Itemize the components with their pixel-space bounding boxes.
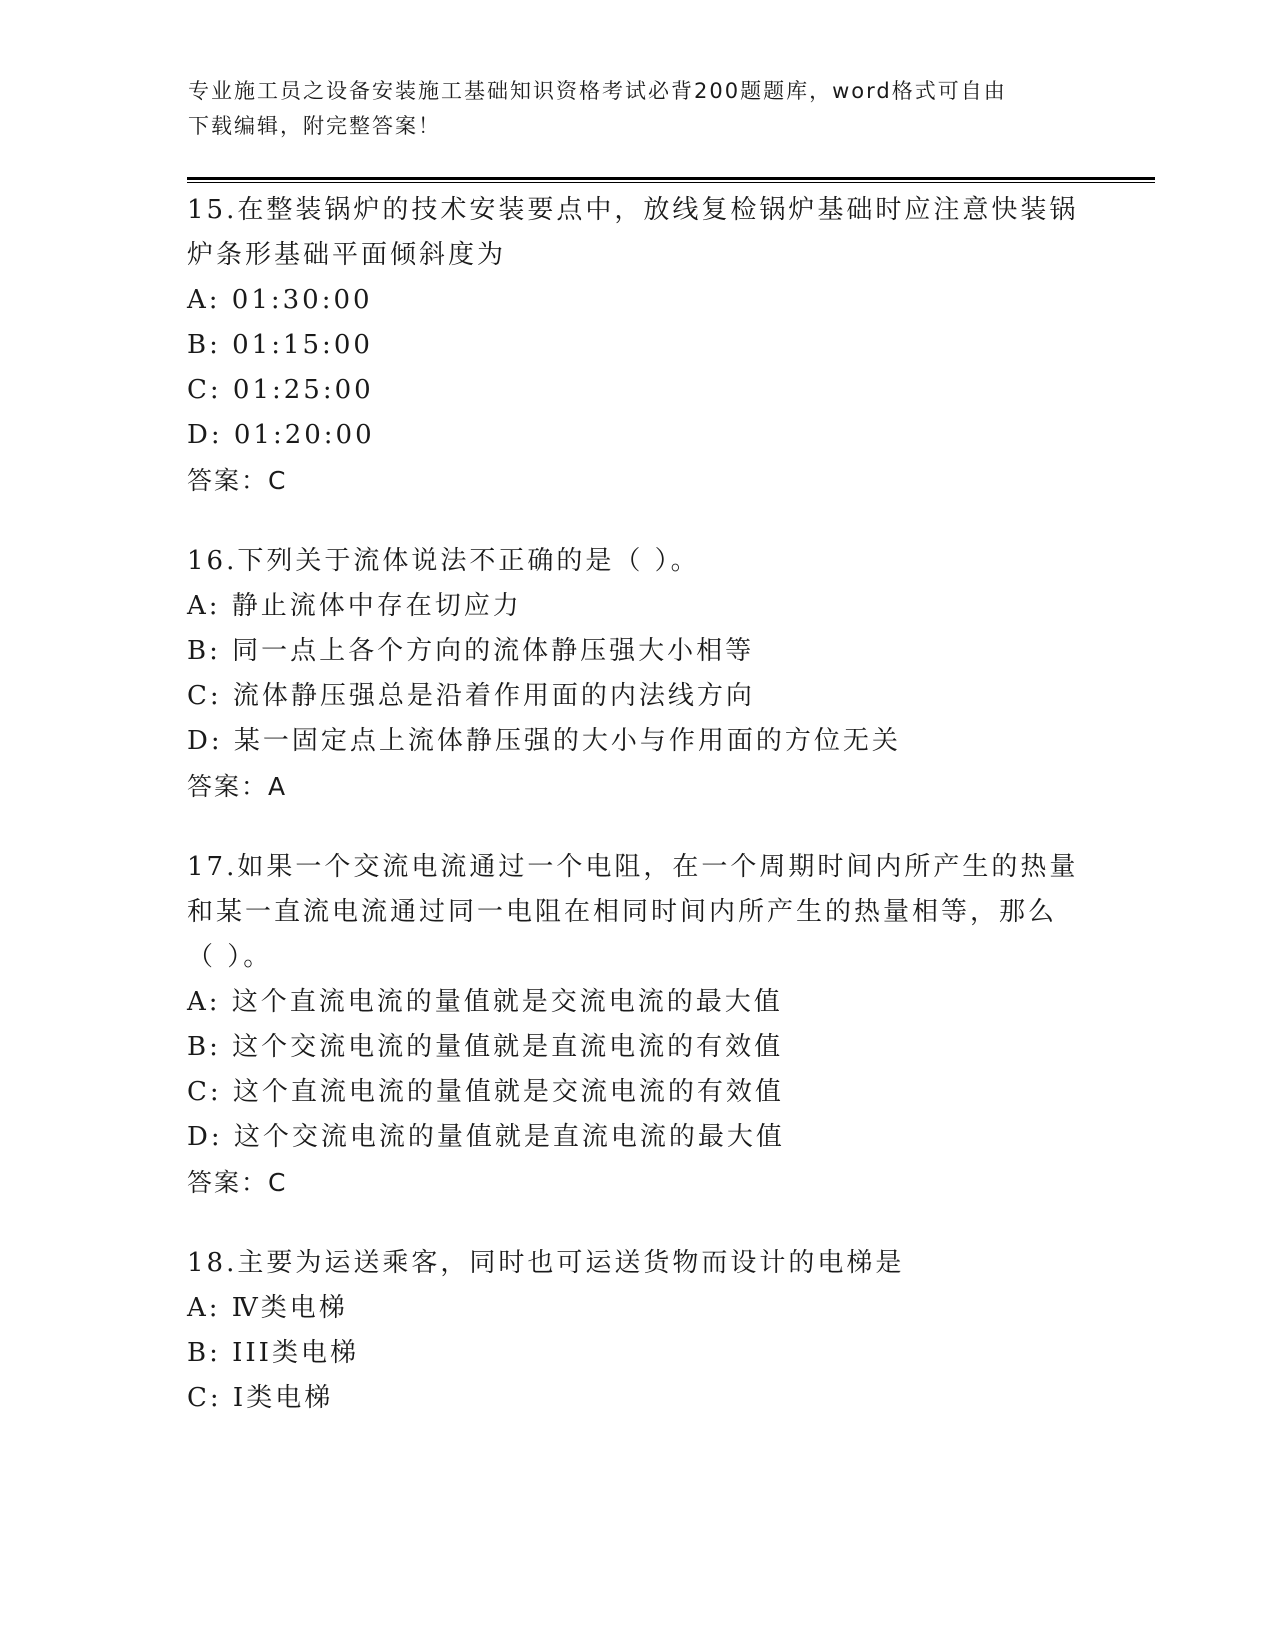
option-b: B: III类电梯 — [187, 1338, 359, 1368]
question-stem-line: 15.在整装锅炉的技术安装要点中，放线复检锅炉基础时应注意快装锅 — [187, 195, 1079, 225]
header-rule-thin — [187, 182, 1155, 183]
question-16 — [187, 539, 1087, 809]
header-rule-thick — [187, 177, 1155, 180]
option-a: A: 这个直流电流的量值就是交流电流的最大值 — [187, 987, 783, 1017]
question-stem-line: 炉条形基础平面倾斜度为 — [187, 240, 507, 270]
option-b: B: 01:15:00 — [187, 330, 373, 360]
option-b: B: 这个交流电流的量值就是直流电流的有效值 — [187, 1032, 784, 1062]
question-stem-line: 和某一直流电流通过同一电阻在相同时间内所产生的热量相等，那么 — [187, 897, 1058, 927]
question-stem-line: 18.主要为运送乘客，同时也可运送货物而设计的电梯是 — [187, 1248, 905, 1278]
option-d: D: 01:20:00 — [187, 420, 375, 450]
question-stem-line: （ ）。 — [187, 942, 273, 972]
header-line-1: 专业施工员之设备安装施工基础知识资格考试必背200题题库，word格式可自由 — [188, 79, 1007, 103]
question-15 — [187, 188, 1087, 503]
option-c: C: 01:25:00 — [187, 375, 374, 405]
option-d: D: 这个交流电流的量值就是直流电流的最大值 — [187, 1122, 785, 1152]
option-a: A: Ⅳ类电梯 — [187, 1293, 348, 1323]
question-stem-line: 17.如果一个交流电流通过一个电阻，在一个周期时间内所产生的热量 — [187, 852, 1079, 882]
option-a: A: 静止流体中存在切应力 — [187, 591, 522, 621]
option-a: A: 01:30:00 — [187, 285, 373, 315]
option-c: C: 流体静压强总是沿着作用面的内法线方向 — [187, 681, 755, 711]
question-17 — [187, 845, 1087, 1205]
answer-line: 答案：A — [187, 772, 288, 801]
header-line-2: 下载编辑，附完整答案！ — [188, 114, 441, 138]
question-stem-line: 16.下列关于流体说法不正确的是（ ）。 — [187, 546, 700, 576]
question-18 — [187, 1241, 1087, 1421]
answer-line: 答案：C — [187, 1168, 288, 1197]
option-d: D: 某一固定点上流体静压强的大小与作用面的方位无关 — [187, 726, 901, 756]
question-list — [187, 188, 1087, 1457]
option-b: B: 同一点上各个方向的流体静压强大小相等 — [187, 636, 755, 666]
option-c: C: I类电梯 — [187, 1383, 334, 1413]
document-header — [188, 74, 1088, 144]
answer-line: 答案：C — [187, 466, 288, 495]
option-c: C: 这个直流电流的量值就是交流电流的有效值 — [187, 1077, 784, 1107]
